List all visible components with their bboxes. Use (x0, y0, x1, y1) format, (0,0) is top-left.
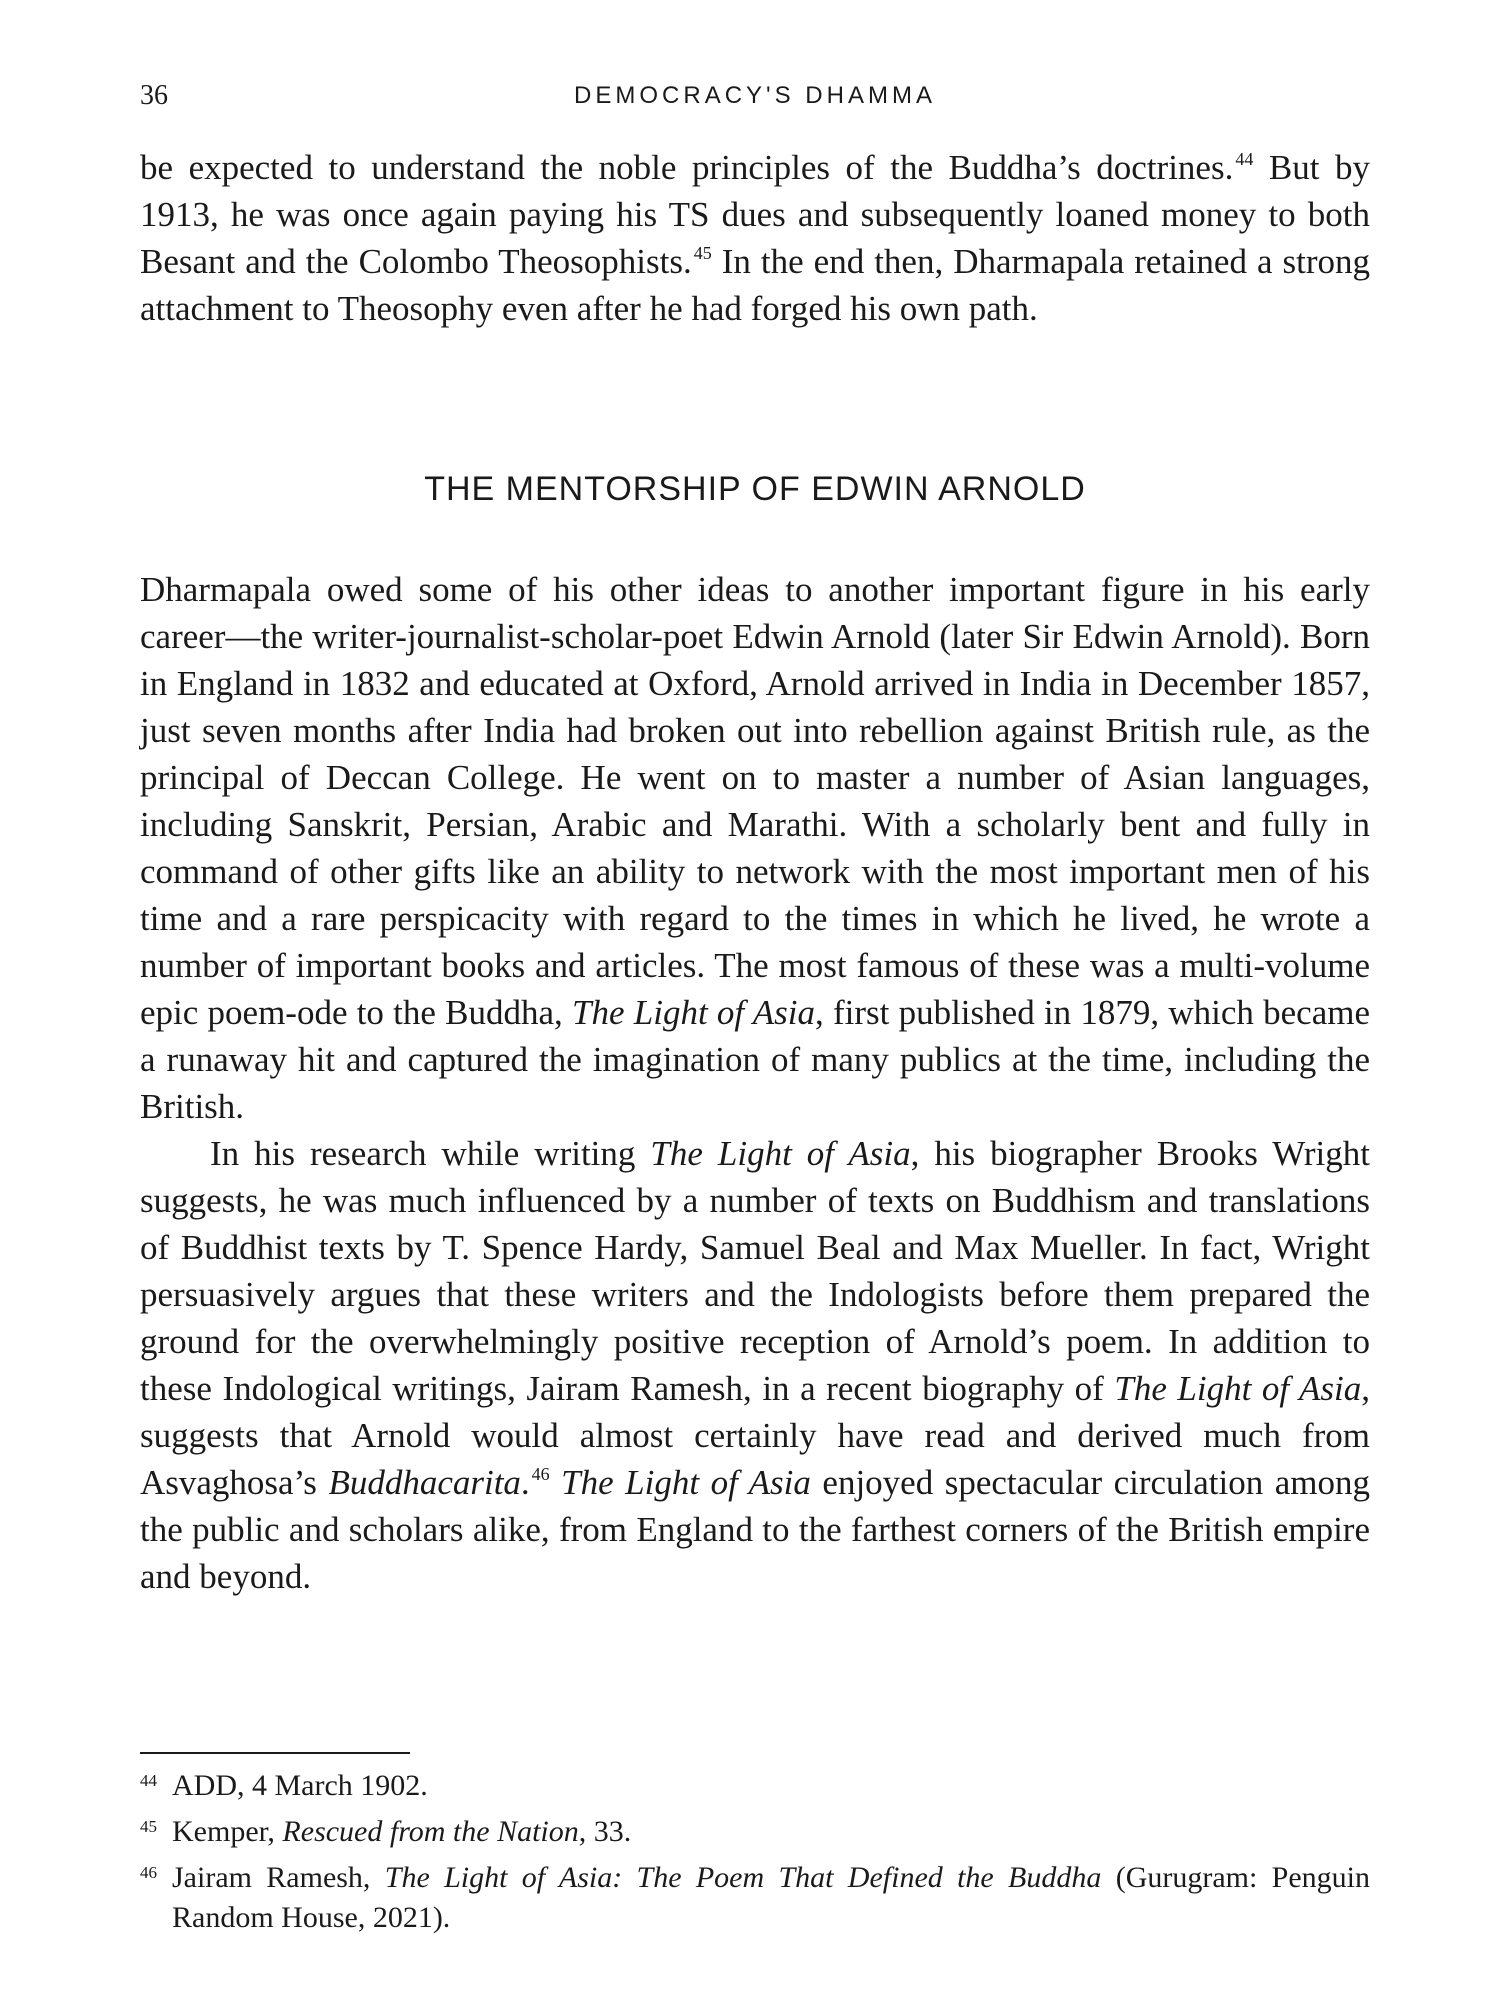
running-title: DEMOCRACY'S DHAMMA (574, 82, 936, 109)
paragraph-2 (140, 566, 1370, 1130)
text-span: (Gurugram: Penguin Random House, 2021). (172, 1861, 1370, 1934)
text-span: Jairam Ramesh, (172, 1861, 385, 1894)
text-span: enjoyed spectacular circulation among the public and scholars alike, from England to the farthest corners of the British empire and beyond. (140, 1463, 1371, 1596)
paragraph-3 (140, 1130, 1370, 1600)
footnote-number: 46 (140, 1863, 157, 1882)
book-title-italic: The Light of Asia (650, 1134, 911, 1173)
section-body (140, 566, 1370, 1600)
text-span (550, 1463, 562, 1502)
book-title-italic: Buddhacarita (328, 1463, 521, 1502)
text-span: But by 1913, he was once again paying his TS dues and subsequently loaned money to both Besant and the Colombo Theosophists. (140, 148, 1370, 281)
book-title-italic: The Light of Asia (572, 993, 815, 1032)
footnote-ref-44[interactable]: 44 (1235, 149, 1254, 169)
book-page (140, 0, 1370, 2000)
book-title-italic: The Light of Asia (561, 1463, 811, 1502)
book-title-italic: The Light of Asia: The Poem That Defined the Buddha (384, 1861, 1102, 1894)
section-heading: THE MENTORSHIP OF EDWIN ARNOLD (424, 470, 1086, 508)
text-span: In the end then, Dharmapala retained a strong attachment to Theosophy even after he had forged his own path. (140, 242, 1370, 328)
footnote-number: 45 (140, 1817, 157, 1836)
text-span: In his research while writing (210, 1134, 651, 1173)
footnote-46 (140, 1858, 1370, 1938)
footnote-number: 44 (140, 1771, 157, 1790)
page-number: 36 (140, 80, 168, 111)
text-span: Dharmapala owed some of his other ideas to another important figure in his early career—the writer-journalist-scholar-poet Edwin Arnold (later Sir Edwin Arnold). Born in England in 1832 and educated at Oxford, Arnold arrived in India in December 1857, just seven months after India had broken out into rebellion against British rule, as the principal of Deccan College. He went on to master a number of Asian languages, including Sanskrit, Persian, Arabic and Marathi. With a scholarly bent and fully in command of other gifts like an ability to network with the most important men of his time and a rare perspicacity with regard to the times in which he lived, he wrote a number of important books and articles. The most famous of these was a multi-volume epic poem-ode to the Buddha, (140, 570, 1370, 1032)
footnote-ref-46[interactable]: 46 (531, 1464, 550, 1484)
footnote-45 (140, 1812, 1370, 1852)
paragraph-1 (140, 144, 1370, 332)
running-head (140, 80, 1370, 120)
footnote-ref-45[interactable]: 45 (693, 243, 712, 263)
text-span: , suggests that Arnold would almost certainly have read and derived much from Asvaghosa’s (140, 1369, 1370, 1502)
text-span: Kemper, (172, 1815, 283, 1848)
text-span: , first published in 1879, which became a runaway hit and captured the imagination of many publics at the time, including the British. (140, 993, 1371, 1126)
text-span: , 33. (578, 1815, 632, 1848)
text-span: , his biographer Brooks Wright suggests, he was much influenced by a number of texts on Buddhism and translations of Buddhist texts by T. Spence Hardy, Samuel Beal and Max Mueller. In fact, Wright persuasively argues that these writers and the Indologists before them prepared the ground for the overwhelmingly positive reception of Arnold’s poem. In addition to these Indological writings, Jairam Ramesh, in a recent biography of (140, 1134, 1370, 1408)
book-title-italic: Rescued from the Nation (282, 1815, 579, 1848)
book-title-italic: The Light of Asia (1114, 1369, 1362, 1408)
text-span: be expected to understand the noble principles of the Buddha’s doctrines. (140, 148, 1234, 187)
footnote-44 (140, 1766, 1370, 1806)
text-span: . (520, 1463, 530, 1502)
footnotes (140, 1766, 1370, 1944)
footnote-divider (140, 1752, 410, 1754)
text-span: ADD, 4 March 1902. (172, 1769, 428, 1802)
